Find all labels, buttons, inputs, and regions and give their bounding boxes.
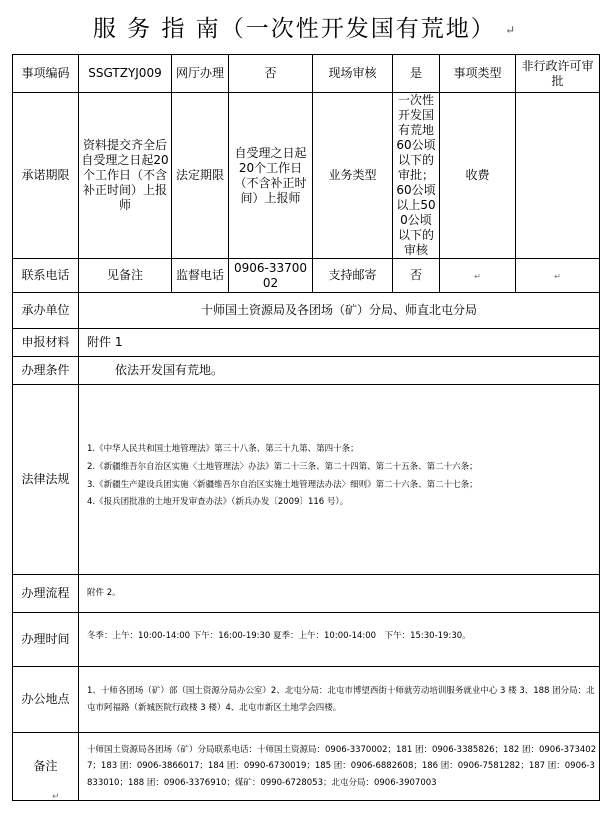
legal-period-value: 自受理之日起20个工作日（不含补正时间）上报师 xyxy=(229,93,313,259)
item-type-label: 事项类型 xyxy=(440,55,516,93)
online-label: 网厅办理 xyxy=(172,55,229,93)
notes-value: 十师国土资源局各团场（矿）分局联系电话：十师国土资源局：0906-3370002；181 团：0906-3385826；182 团：0906-3734027；183 团：0906-3866017；184 团：0990-6730019；185 团：0906-6882608；186 团：0906-7581282；187 团：0906-3833010；188 团：0906-3376910；煤矿：0990-6728053；北屯分局：0906-3907003 xyxy=(79,733,600,801)
supervise-phone-label: 监督电话 xyxy=(172,259,229,293)
row-deadlines xyxy=(13,93,600,259)
hours-value: 冬季：上午：10:00-14:00 下午：16:00-19:30 夏季：上午：10:00-14:00 下午：15:30-19:30。 xyxy=(79,613,600,667)
materials-value: 附件 1 xyxy=(79,329,600,357)
promise-period-label: 承诺期限 xyxy=(13,93,79,259)
cell-mark-icon: ↵ xyxy=(554,272,561,281)
row-hours xyxy=(13,613,600,667)
law-item: 1.《中华人民共和国土地管理法》第三十八条、第三十九第、第四十条； xyxy=(87,443,359,454)
service-guide-table xyxy=(12,54,600,801)
law-item: 2.《新疆维吾尔自治区实施〈土地管理法〉办法》第二十三条、第二十四第、第二十五条、第二十六条； xyxy=(87,461,478,472)
address-label: 办公地点 xyxy=(13,667,79,733)
process-value: 附件 2。 xyxy=(79,575,600,613)
contact-phone-value: 见备注 xyxy=(79,259,172,293)
row-materials xyxy=(13,329,600,357)
notes-label: 备注 xyxy=(13,733,79,801)
empty-cell-1 xyxy=(440,259,516,293)
onsite-review-value: 是 xyxy=(393,55,440,93)
cell-mark-icon: ↵ xyxy=(474,272,481,281)
fee-label: 收费 xyxy=(440,93,516,259)
onsite-review-label: 现场审核 xyxy=(313,55,393,93)
process-label: 办理流程 xyxy=(13,575,79,613)
law-item: 3.《新疆生产建设兵团实施〈新疆维吾尔自治区实施土地管理法办法〉细则》第二十六条、第二十七条； xyxy=(87,479,478,490)
end-paragraph-mark-icon: ↵ xyxy=(52,792,60,802)
conditions-label: 办理条件 xyxy=(13,357,79,385)
row-address xyxy=(13,667,600,733)
department-value: 十师国土资源局及各团场（矿）分局、师直北屯分局 xyxy=(79,293,600,329)
page-title xyxy=(0,10,608,43)
supervise-phone-value: 0906-3370002 xyxy=(229,259,313,293)
row-laws xyxy=(13,385,600,575)
paragraph-mark-icon: ↵ xyxy=(505,23,516,37)
promise-period-value: 资料提交齐全后自受理之日起20个工作日（不含补正时间）上报师 xyxy=(79,93,172,259)
department-label: 承办单位 xyxy=(13,293,79,329)
materials-label: 申报材料 xyxy=(13,329,79,357)
legal-period-label: 法定期限 xyxy=(172,93,229,259)
laws-list xyxy=(79,385,600,575)
row-department xyxy=(13,293,600,329)
law-item: 4.《报兵团批准的土地开发审查办法》（新兵办发〔2009〕116 号）。 xyxy=(87,497,349,508)
page-title-text: 服 务 指 南（一次性开发国有荒地） xyxy=(92,16,496,42)
row-contact xyxy=(13,259,600,293)
laws-label: 法律法规 xyxy=(13,385,79,575)
item-code-label: 事项编码 xyxy=(13,55,79,93)
fee-value xyxy=(516,93,600,259)
conditions-value: 依法开发国有荒地。 xyxy=(79,357,600,385)
row-conditions xyxy=(13,357,600,385)
row-notes xyxy=(13,733,600,801)
mail-support-label: 支持邮寄 xyxy=(313,259,393,293)
mail-support-value: 否 xyxy=(393,259,440,293)
empty-cell-2 xyxy=(516,259,600,293)
business-type-label: 业务类型 xyxy=(313,93,393,259)
row-process xyxy=(13,575,600,613)
address-value: 1、十师各团场（矿）部（国土资源分局办公室）2、北屯分局：北屯市博望西街十师就劳动培训服务就业中心 3 楼 3、188 团分局：北屯市阿福路（新城医院行政楼 3 楼）4、北屯市新区土地学会四楼。 xyxy=(79,667,600,733)
row-basic-info xyxy=(13,55,600,93)
item-type-value: 非行政许可审批 xyxy=(516,55,600,93)
hours-label: 办理时间 xyxy=(13,613,79,667)
item-code-value: SSGTZYJ009 xyxy=(79,55,172,93)
contact-phone-label: 联系电话 xyxy=(13,259,79,293)
online-value: 否 xyxy=(229,55,313,93)
business-type-value: 一次性开发国有荒地60公顷以下的审批；60公顷以上500公顷以下的审核 xyxy=(393,93,440,259)
